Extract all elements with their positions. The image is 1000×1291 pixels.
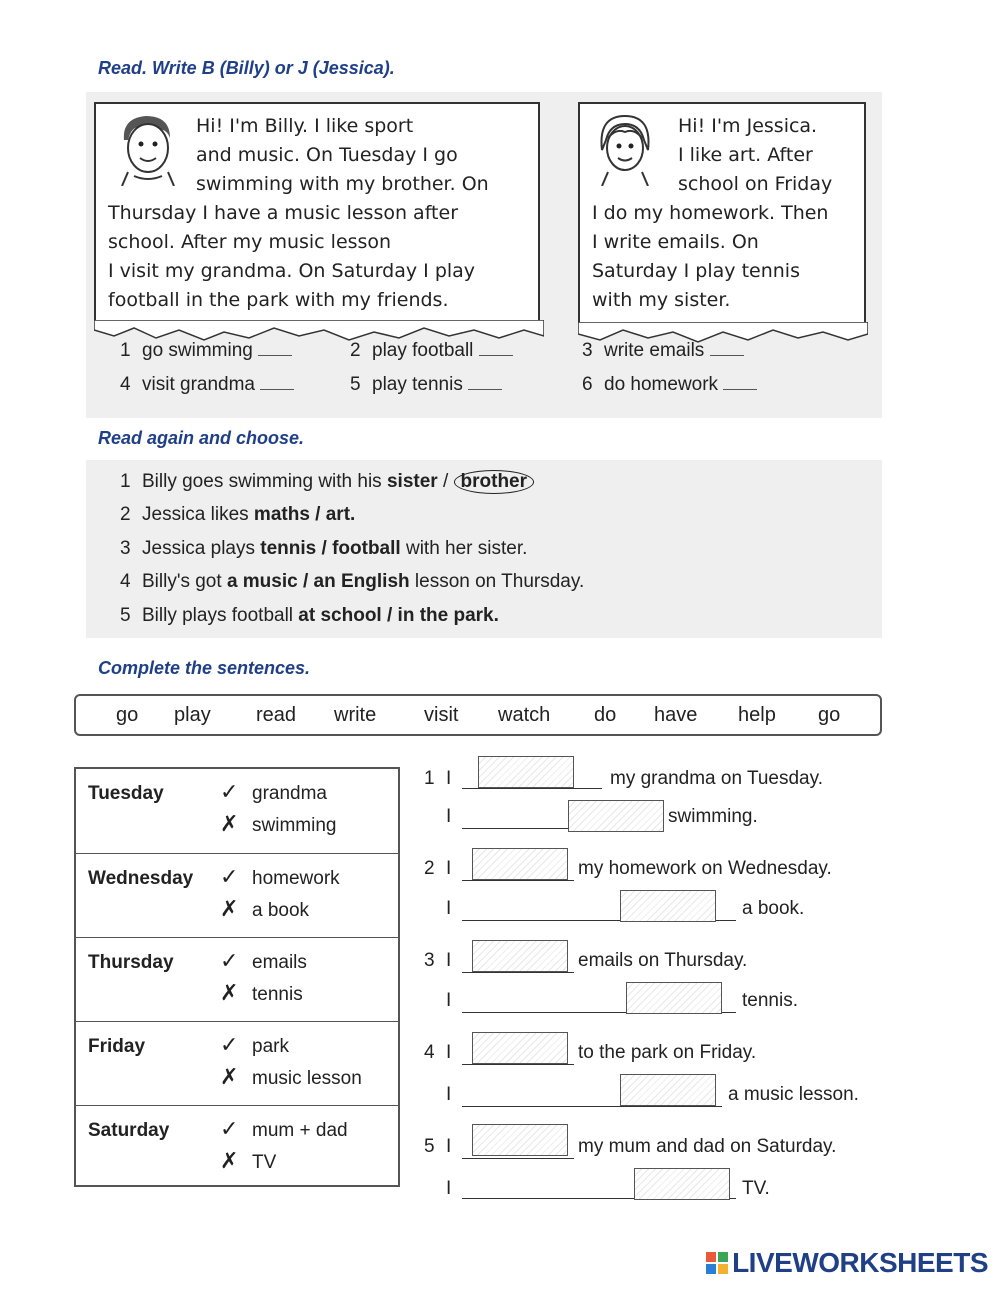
sentence-text: my homework on Wednesday. xyxy=(578,858,832,879)
answer-box-4b[interactable] xyxy=(620,1074,716,1106)
option-an-english[interactable]: an English xyxy=(313,571,410,592)
choose-item-3: 3 Jessica plays tennis / football with her sister. xyxy=(120,538,528,559)
yes-item: park xyxy=(252,1036,289,1057)
answer-blank-6[interactable] xyxy=(723,372,757,390)
jessica-line-5: I write emails. On xyxy=(592,231,759,253)
sentence-text: my mum and dad on Saturday. xyxy=(578,1136,837,1157)
answer-blank-2[interactable] xyxy=(479,338,513,356)
answer-box-1a[interactable] xyxy=(478,756,574,788)
cross-icon: ✗ xyxy=(220,811,239,836)
word-visit: visit xyxy=(424,704,459,726)
yes-item: grandma xyxy=(252,783,327,804)
choose-item-4: 4 Billy's got a music / an English lesson on Thursday. xyxy=(120,571,585,592)
answer-blank-5[interactable] xyxy=(468,372,502,390)
section1-heading: Read. Write B (Billy) or J (Jessica). xyxy=(98,58,395,78)
sentence-subject: I xyxy=(446,990,452,1011)
billy-line-2: and music. On Tuesday I go xyxy=(196,144,458,166)
answer-box-5b[interactable] xyxy=(634,1168,730,1200)
sentence-text: a book. xyxy=(742,898,805,919)
sentence-subject: I xyxy=(446,1136,452,1157)
no-item: tennis xyxy=(252,984,303,1005)
jessica-line-1: Hi! I'm Jessica. xyxy=(678,115,818,137)
cross-icon: ✗ xyxy=(220,1148,239,1173)
jessica-line-3: school on Friday xyxy=(678,173,833,195)
sentence-number: 4 xyxy=(424,1042,435,1063)
sentence-text: a music lesson. xyxy=(728,1084,859,1105)
day-label: Wednesday xyxy=(88,868,194,889)
sentence-subject: I xyxy=(446,1084,452,1105)
billy-face-icon xyxy=(114,110,180,186)
answer-blank-1[interactable] xyxy=(258,338,292,356)
billy-line-3: swimming with my brother. On xyxy=(196,173,489,195)
question-1: 1 go swimming xyxy=(120,338,292,362)
cross-icon: ✗ xyxy=(220,896,239,921)
question-6: 6 do homework xyxy=(582,372,757,396)
word-go-2: go xyxy=(818,704,841,726)
word-read: read xyxy=(256,704,297,726)
section2-heading: Read again and choose. xyxy=(98,428,305,448)
answer-box-2a[interactable] xyxy=(472,848,568,880)
sentence-subject: I xyxy=(446,768,452,789)
option-tennis[interactable]: tennis xyxy=(260,538,317,559)
word-watch: watch xyxy=(498,704,551,726)
check-icon: ✓ xyxy=(220,864,239,889)
answer-blank-4[interactable] xyxy=(260,372,294,390)
word-play: play xyxy=(174,704,211,726)
table-row xyxy=(76,769,398,853)
sentence-subject: I xyxy=(446,950,452,971)
option-in-the-park[interactable]: in the park xyxy=(397,605,494,626)
check-icon: ✓ xyxy=(220,779,239,804)
billy-line-5: school. After my music lesson xyxy=(108,231,392,253)
table-row xyxy=(76,853,398,937)
day-label: Saturday xyxy=(88,1120,170,1141)
jessica-note xyxy=(578,102,866,328)
sentence-subject: I xyxy=(446,1042,452,1063)
option-football[interactable]: football xyxy=(332,538,401,559)
answer-line xyxy=(462,1064,574,1065)
option-art[interactable]: art xyxy=(325,504,351,525)
sentence-text: emails on Thursday. xyxy=(578,950,748,971)
sentence-number: 3 xyxy=(424,950,435,971)
option-brother-circled[interactable]: brother xyxy=(454,470,535,494)
option-maths[interactable]: maths xyxy=(253,504,310,525)
jessica-line-2: I like art. After xyxy=(678,144,813,166)
sentence-text: to the park on Friday. xyxy=(578,1042,757,1063)
answer-box-5a[interactable] xyxy=(472,1124,568,1156)
sentence-text: TV. xyxy=(742,1178,770,1199)
answer-line xyxy=(462,972,574,973)
jessica-line-7: with my sister. xyxy=(592,289,731,311)
cross-icon: ✗ xyxy=(220,1064,239,1089)
check-icon: ✓ xyxy=(220,948,239,973)
question-2: 2 play football xyxy=(350,338,513,362)
yes-item: mum + dad xyxy=(252,1120,348,1141)
sentence-number: 1 xyxy=(424,768,435,789)
sentence-subject: I xyxy=(446,1178,452,1199)
answer-box-3a[interactable] xyxy=(472,940,568,972)
billy-line-6: I visit my grandma. On Saturday I play xyxy=(108,260,476,282)
question-3: 3 write emails xyxy=(582,338,744,362)
answer-line xyxy=(462,880,574,881)
billy-line-4: Thursday I have a music lesson after xyxy=(108,202,459,224)
answer-box-4a[interactable] xyxy=(472,1032,568,1064)
answer-box-2b[interactable] xyxy=(620,890,716,922)
choose-item-5: 5 Billy plays football at school / in the park. xyxy=(120,605,499,626)
jessica-line-4: I do my homework. Then xyxy=(592,202,829,224)
no-item: music lesson xyxy=(252,1068,362,1089)
no-item: TV xyxy=(252,1152,277,1173)
check-icon: ✓ xyxy=(220,1032,239,1057)
choose-item-1: 1 Billy goes swimming with his sister / brother xyxy=(120,470,534,494)
option-a-music[interactable]: a music xyxy=(226,571,298,592)
no-item: a book xyxy=(252,900,310,921)
answer-line xyxy=(462,788,602,789)
yes-item: homework xyxy=(252,868,340,889)
answer-line xyxy=(462,1158,574,1159)
check-icon: ✓ xyxy=(220,1116,239,1141)
sentence-text: my grandma on Tuesday. xyxy=(610,768,823,789)
day-label: Thursday xyxy=(88,952,174,973)
choose-item-2: 2 Jessica likes maths / art. xyxy=(120,504,356,525)
sentence-subject: I xyxy=(446,806,452,827)
word-have: have xyxy=(654,704,698,726)
sentence-text: swimming. xyxy=(668,806,758,827)
billy-line-7: football in the park with my friends. xyxy=(108,289,449,311)
reading-panel xyxy=(86,92,882,418)
answer-box-1b[interactable] xyxy=(568,800,664,832)
logo-squares-icon xyxy=(706,1252,728,1274)
billy-note xyxy=(94,102,540,326)
answer-blank-3[interactable] xyxy=(710,338,744,356)
table-row xyxy=(76,937,398,1021)
yes-item: emails xyxy=(252,952,307,973)
sentence-number: 5 xyxy=(424,1136,435,1157)
word-do: do xyxy=(594,704,617,726)
word-write: write xyxy=(334,704,377,726)
word-go: go xyxy=(116,704,139,726)
option-sister[interactable]: sister xyxy=(386,471,438,492)
sentence-subject: I xyxy=(446,898,452,919)
sentence-number: 2 xyxy=(424,858,435,879)
question-4: 4 visit grandma xyxy=(120,372,294,396)
word-help: help xyxy=(738,704,776,726)
jessica-line-6: Saturday I play tennis xyxy=(592,260,800,282)
billy-line-1: Hi! I'm Billy. I like sport xyxy=(196,115,414,137)
no-item: swimming xyxy=(252,815,337,836)
option-at-school[interactable]: at school xyxy=(298,605,382,626)
answer-line xyxy=(462,1106,722,1107)
jessica-face-icon xyxy=(594,110,656,186)
table-row xyxy=(76,1021,398,1105)
word-bank xyxy=(74,694,882,736)
table-row xyxy=(76,1105,398,1189)
logo-text: LIVEWORKSHEETS xyxy=(732,1247,988,1278)
liveworksheets-logo xyxy=(706,1247,988,1279)
day-label: Tuesday xyxy=(88,783,164,804)
cross-icon: ✗ xyxy=(220,980,239,1005)
sentence-text: tennis. xyxy=(742,990,798,1011)
schedule-table xyxy=(74,767,400,1187)
question-5: 5 play tennis xyxy=(350,372,502,396)
answer-box-3b[interactable] xyxy=(626,982,722,1014)
sentence-subject: I xyxy=(446,858,452,879)
day-label: Friday xyxy=(88,1036,146,1057)
section3-heading: Complete the sentences. xyxy=(98,658,311,678)
